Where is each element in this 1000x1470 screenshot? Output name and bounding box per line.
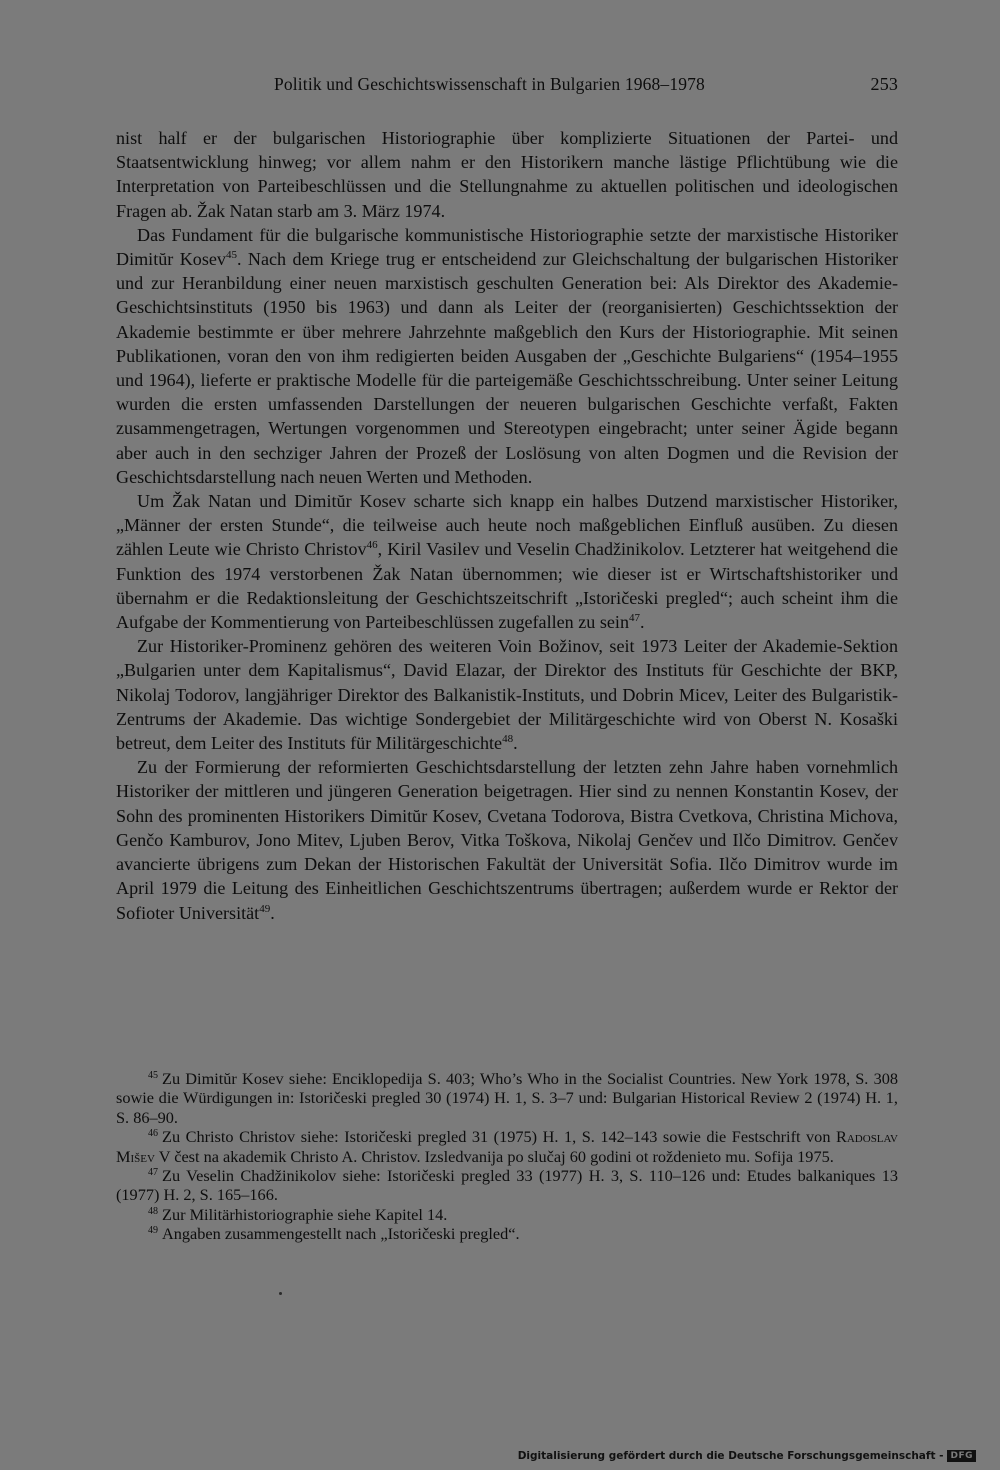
footnote-text: Zur Militärhistoriographie siehe Kapitel 14.: [162, 1204, 448, 1224]
footnote-ref-45[interactable]: 45: [225, 249, 237, 262]
footnote-ref-49[interactable]: 49: [259, 902, 271, 915]
footnote-ref-46[interactable]: 46: [366, 539, 378, 552]
paragraph-text: Zur Historiker-Prominenz gehören des weiteren Voin Božinov, seit 1973 Leiter der Akademie-Sektion „Bulgarien unter dem Kapitalismus“, David Elazar, der Direktor des Instituts für Geschichte der BKP, Nikolaj Todorov, langjähriger Direktor des Balkanistik-Instituts, und Dobrin Micev, Leiter des Bulgaristik-Zentrums der Akademie. Das wichtige Sondergebiet der Militärgeschichte wird von Oberst N. Kosaški betreut, dem Leiter des Instituts für Militärgeschichte: [116, 636, 898, 754]
footnote-number: 47: [148, 1167, 158, 1179]
credit-text: Digitalisierung gefördert durch die Deutsche Forschungsgemeinschaft -: [517, 1450, 944, 1462]
footnote-ref-47[interactable]: 47: [629, 612, 640, 625]
footnote-45: [116, 1069, 898, 1127]
footnote-49: [116, 1224, 898, 1243]
footnote-46: [116, 1127, 898, 1166]
paragraph-text: Das Fundament für die bulgarische kommunistische Historiographie setzte der marxistische Historiker Dimitŭr Kosev: [116, 224, 898, 270]
paragraph-text: Zu der Formierung der reformierten Geschichtsdarstellung der letzten zehn Jahre haben vornehmlich Historiker der mittleren und jüngeren Generation beigetragen. Hier sind zu nennen Konstantin Kosev, der Sohn des prominenten Historikers Dimitŭr Kosev, Cvetana Todorova, Bistra Cvetkova, Christina Michova, Genčo Kamburov, Jono Mitev, Ljuben Berov, Vitka Toškova, Nikolaj Genčev und Ilčo Dimitrov. Genčev avancierte übrigens zum Dekan der Historischen Fakultät der Universität Sofia. Ilčo Dimitrov wurde im April 1979 die Leitung des Einheitlichen Geschichtszentrums übertragen; außerdem wurde er Rektor der Sofioter Universität: [116, 757, 898, 923]
footnote-text: Zu Veselin Chadžinikolov siehe: Istoričeski pregled 33 (1977) H. 3, S. 110–126 und: Etudes balkaniques 13 (1977) H. 2, S. 165–166.: [116, 1166, 898, 1205]
paragraph-text: .: [640, 612, 645, 633]
footnote-48: [116, 1205, 898, 1224]
paragraph-text: nist half er der bulgarischen Historiographie über komplizierte Situationen der Partei- und Staatsentwicklung hinweg; vor allem nahm er den Historikern manche lästige Pflichtübung wie die Interpretation von Parteibeschlüssen und die Stellungnahme zu aktuellen politischen und ideologischen Fragen ab. Žak Natan starb am 3. März 1974.: [116, 128, 898, 221]
paragraph-continued: [116, 126, 898, 223]
scan-speck: [279, 1292, 282, 1295]
footnote-text: Angaben zusammengestellt nach „Istoričeski pregled“.: [162, 1224, 520, 1244]
footnote-author: Radoslav Mišev: [116, 1127, 898, 1166]
paragraph-text: .: [270, 902, 275, 923]
footnote-47: [116, 1166, 898, 1205]
footnote-number: 45: [148, 1070, 158, 1081]
digitization-credit: [518, 1448, 976, 1464]
dfg-logo-icon: DFG: [947, 1450, 976, 1462]
paragraph-younger-generation: [116, 755, 898, 924]
footnote-text: Zu Christo Christov siehe: Istoričeski pregled 31 (1975) H. 1, S. 142–143 sowie die Festschrift von: [162, 1127, 836, 1147]
footnote-ref-48[interactable]: 48: [502, 733, 514, 746]
running-title: Politik und Geschichtswissenschaft in Bulgarien 1968–1978: [274, 74, 705, 94]
paragraph-first-hour: [116, 489, 898, 634]
footnote-number: 48: [148, 1205, 158, 1217]
main-text: [116, 126, 898, 925]
footnote-number: 49: [148, 1225, 158, 1237]
paragraph-text: .: [513, 733, 518, 754]
footnote-text: V čest na akademik Christo A. Christov. Izsledvanija po slučaj 60 godini ot roždenieto mu. Sofija 1975.: [154, 1146, 834, 1166]
paragraph-text: Um Žak Natan und Dimitŭr Kosev scharte sich knapp ein halbes Dutzend marxistischer Historiker, „Männer der ersten Stunde“, die teilweise auch heute noch maßgeblichen Einfluß ausüben. Zu diesen zählen Leute wie Christo Christov: [116, 491, 898, 560]
paragraph-prominence: [116, 634, 898, 755]
page-number: 253: [870, 74, 898, 94]
paragraph-text: , Kiril Vasilev und Veselin Chadžinikolov. Letzterer hat weitgehend die Funktion des 1974 verstorbenen Žak Natan übernommen; wie dieser ist er Wirtschaftshistoriker und übernahm er die Redaktionsleitung der Geschichtszeitschrift „Istoričeski pregled“; auch scheint ihm die Aufgabe der Kommentierung von Parteibeschlüssen zugefallen zu sein: [116, 539, 898, 633]
footnotes: [116, 1069, 898, 1244]
paragraph-text: . Nach dem Kriege trug er entscheidend zur Gleichschaltung der bulgarischen Historiker und zur Heranbildung einer neuen marxistisch geschulten Generation bei: Als Direktor des Akademie-Geschichtsinstituts (1950 bis 1963) und dann als Leiter der (reorganisierten) Geschichtssektion der Akademie bestimmte er über mehrere Jahrzehnte maßgeblich den Kurs der Historiographie. Mit seinen Publikationen, voran den von ihm redigierten beiden Ausgaben der „Geschichte Bulgariens“ (1954–1955 und 1964), lieferte er praktische Modelle für die parteigemäße Geschichtsschreibung. Unter seiner Leitung wurden die ersten umfassenden Darstellungen der neueren bulgarischen Geschichte verfaßt, Fakten zusammengetragen, Wertungen vorgenommen und Stereotypen eingebracht; unter seiner Ägide begann aber auch in den sechziger Jahren der Prozeß der Loslösung von alten Dogmen und die Revision der Geschichtsdarstellung nach neuen Werten und Methoden.: [116, 249, 898, 487]
running-header: [116, 70, 900, 96]
footnote-number: 46: [148, 1128, 158, 1140]
footnote-text: Zu Dimitŭr Kosev siehe: Enciklopedija S. 403; Who’s Who in the Socialist Countries. New York 1978, S. 308 sowie die Würdigungen in: Istoričeski pregled 30 (1974) H. 1, S. 3–7 und: Bulgarian Historical Review 2 (1974) H. 1, S. 86–90.: [116, 1069, 898, 1127]
paragraph-kosev: [116, 223, 898, 489]
